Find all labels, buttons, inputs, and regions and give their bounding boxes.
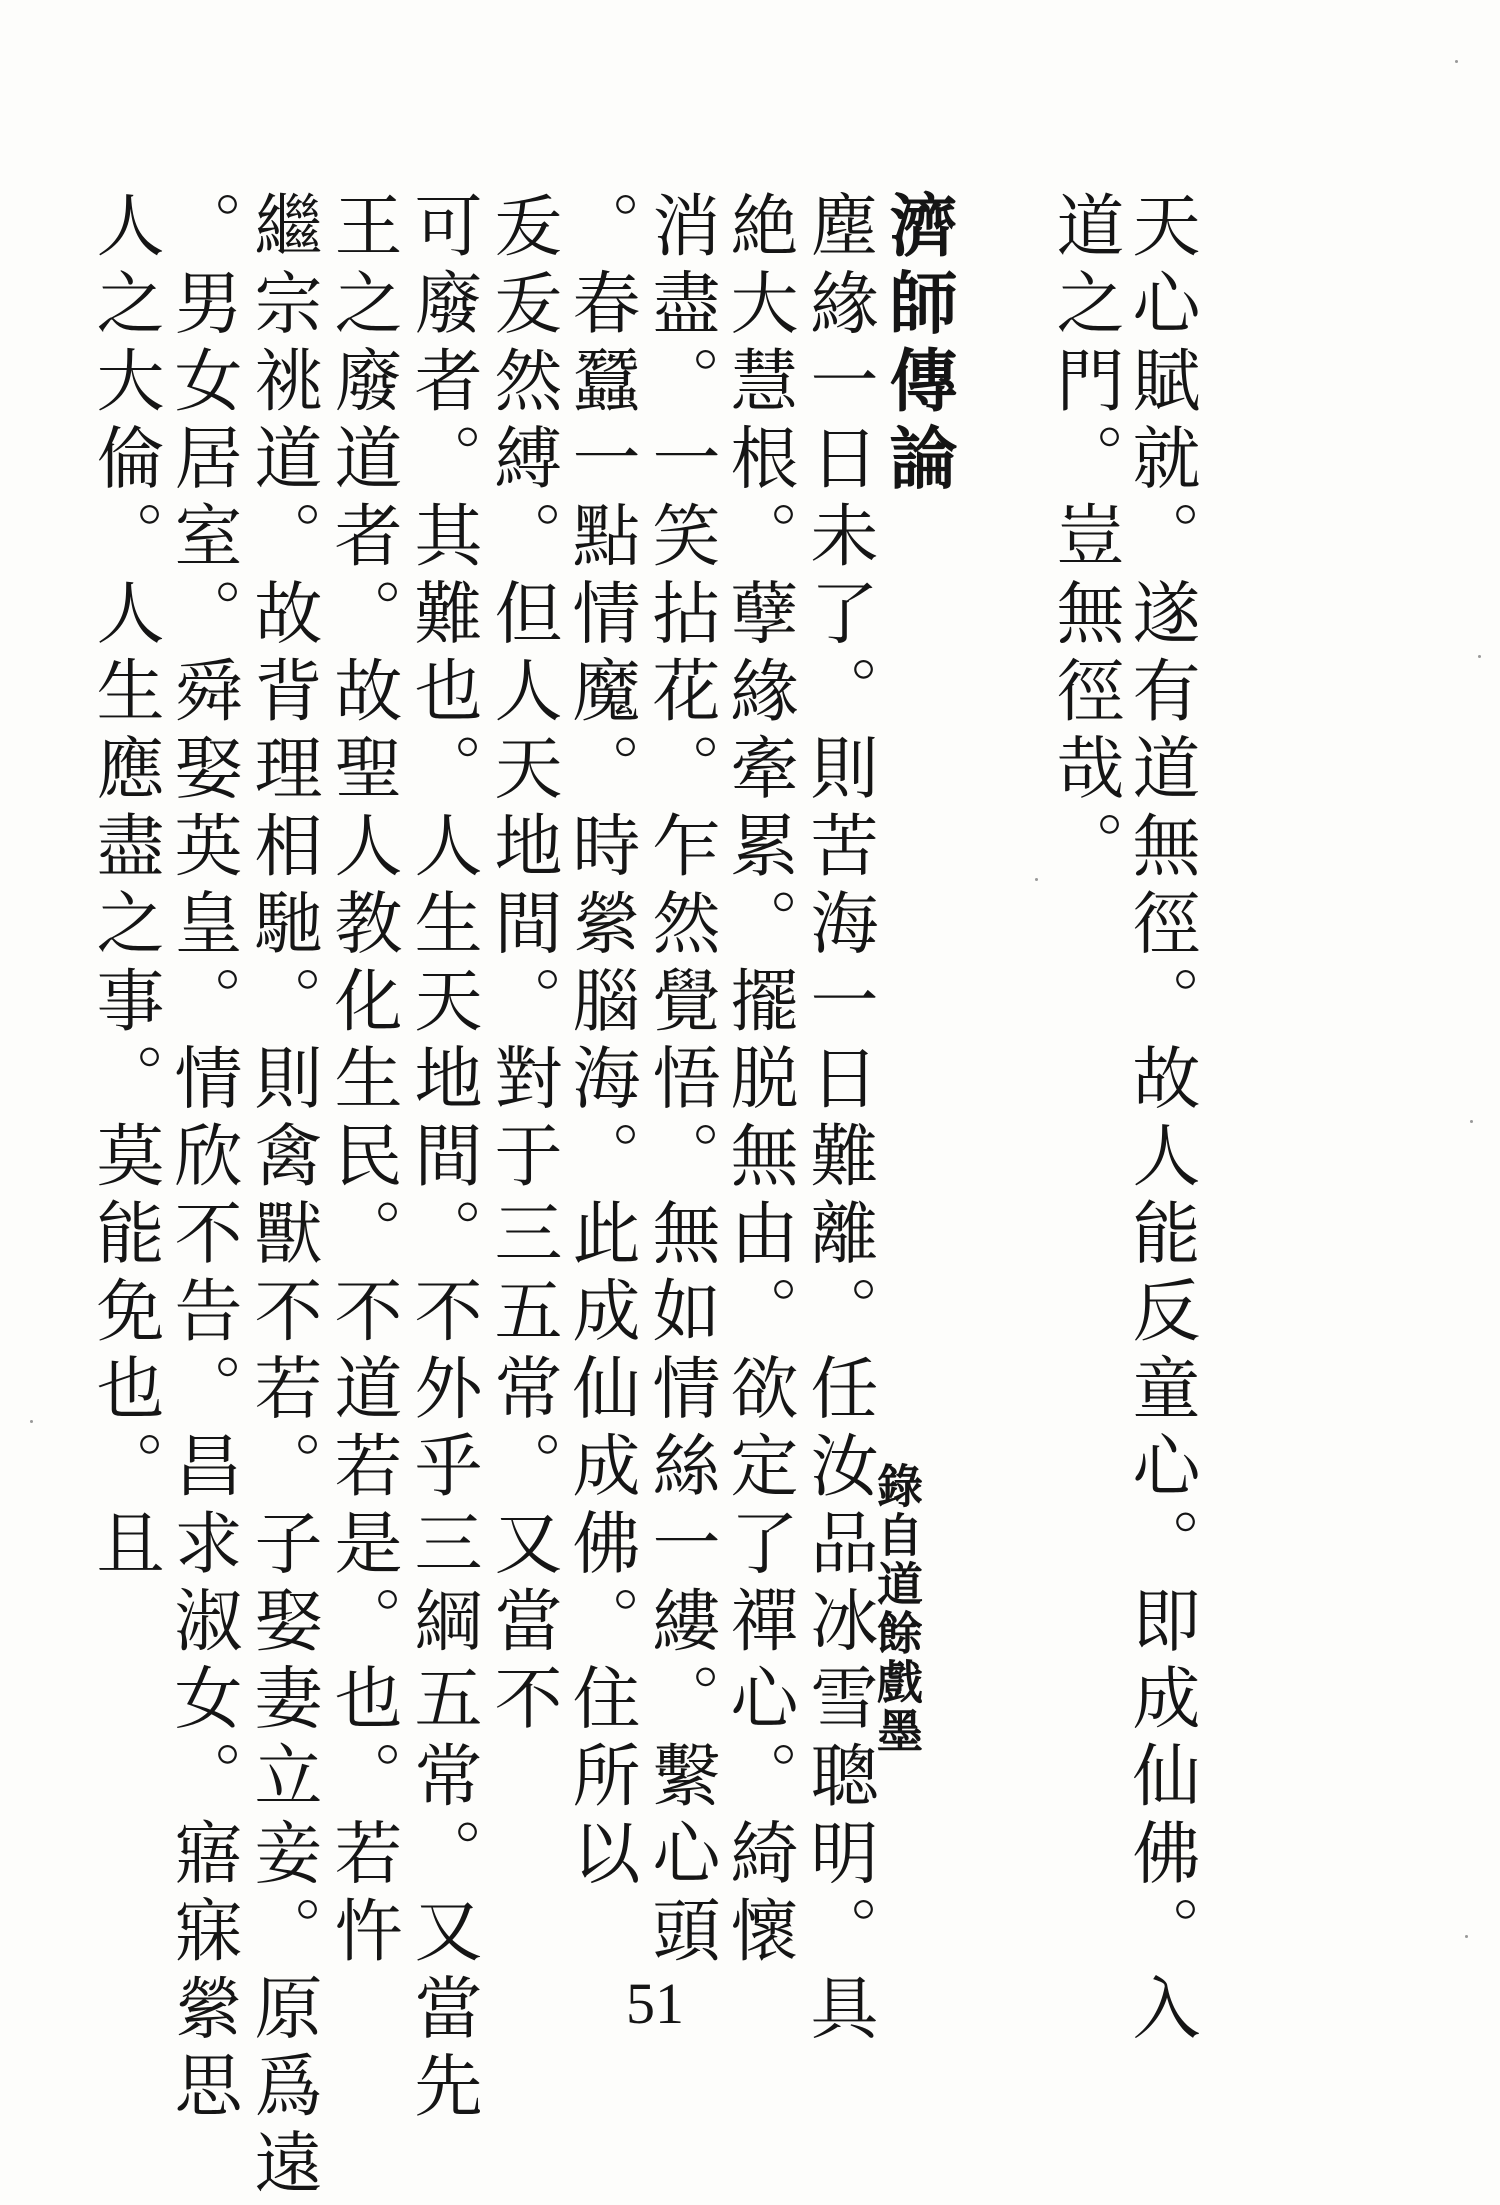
text-column-6: 消盡。一笑拈花。乍然覺悟。無如情絲一縷。繫心頭 (641, 190, 720, 1973)
scan-speck (1035, 878, 1038, 881)
scan-speck (30, 1420, 33, 1423)
text-column-4: 塵緣一日未了。則苦海一日難離。任汝品冰雪聰明。具 (799, 190, 878, 2050)
text-column-7: 。春蠶一點情魔。時縈腦海。此成仙成佛。住所以 (561, 190, 640, 1895)
page-number: 51 (626, 1971, 684, 2036)
scan-speck (1478, 655, 1481, 658)
section-title: 濟師傳論 (878, 190, 958, 500)
source-attribution: 錄自道餘戲墨 (870, 1462, 924, 1756)
text-column-12: 。男女居室。舜娶英皇。情欣不告。昌求淑女。寤寐縈思 (163, 190, 242, 2128)
scan-speck (1470, 1120, 1473, 1123)
text-column-9: 可廢者。其難也。人生天地間。不外乎三綱五常。又當先 (403, 190, 482, 2128)
text-column-1: 天心賦就。遂有道無徑。故人能反童心。即成仙佛。入 (1121, 190, 1200, 2050)
text-column-11: 繼宗祧道。故背理相馳。則禽獸不若。子娶妻立妾。原爲遠 (243, 190, 322, 2205)
text-column-2: 道之門。豈無徑哉。 (1045, 190, 1124, 888)
text-column-10: 王之廢道者。故聖人教化生民。不道若是。也。若忤 (323, 190, 402, 1973)
text-column-13: 人之大倫。人生應盡之事。莫能免也。且 (85, 190, 164, 1585)
text-column-5: 絶大慧根。孽緣牽累。擺脱無由。欲定了禪心。綺懷 (719, 190, 798, 1973)
scan-speck (1465, 1935, 1468, 1938)
scan-speck (1455, 60, 1458, 63)
text-column-8: 叐叐然縛。但人天地間。對于三五常。又當不 (483, 190, 562, 1740)
